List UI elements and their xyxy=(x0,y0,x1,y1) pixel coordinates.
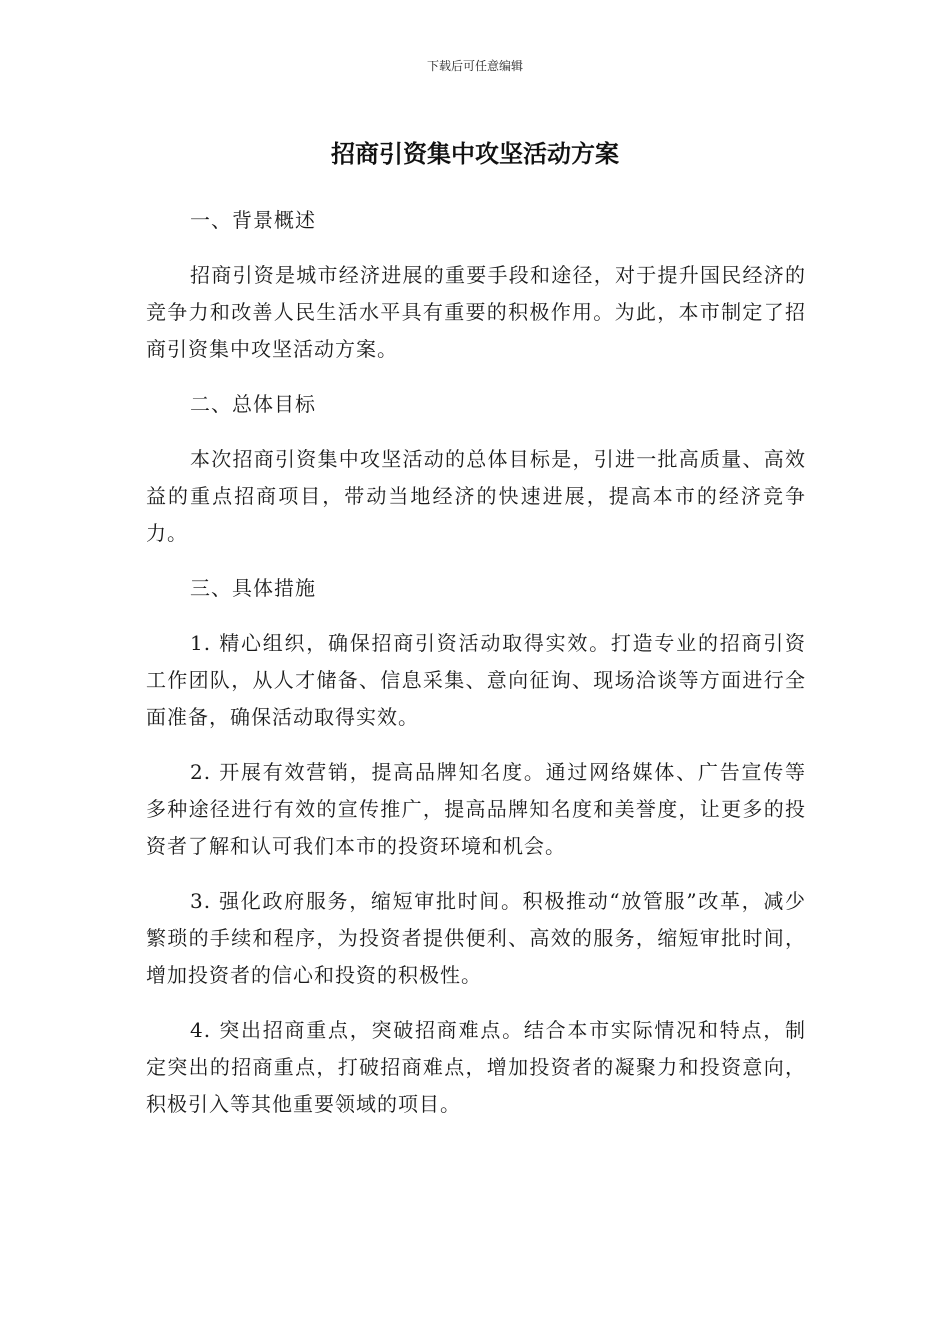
document-body xyxy=(146,202,806,1141)
section-heading-overall-goal: 二、总体目标 xyxy=(190,392,316,416)
header-note: 下载后可任意编辑 xyxy=(426,59,523,73)
paragraph-measure-1: 1. 精心组织，确保招商引资活动取得实效。打造专业的招商引资工作团队，从人才储备、信息采集、意向征询、现场洽谈等方面进行全面准备，确保活动取得实效。 xyxy=(146,631,806,729)
section-heading-specific-measures: 三、具体措施 xyxy=(190,576,316,600)
paragraph-measure-4: 4. 突出招商重点，突破招商难点。结合本市实际情况和特点，制定突出的招商重点，打破招商难点，增加投资者的凝聚力和投资意向，积极引入等其他重要领域的项目。 xyxy=(146,1018,806,1116)
paragraph-background: 招商引资是城市经济进展的重要手段和途径，对于提升国民经济的竞争力和改善人民生活水平具有重要的积极作用。为此，本市制定了招商引资集中攻坚活动方案。 xyxy=(146,263,806,361)
paragraph-measure-3: 3. 强化政府服务，缩短审批时间。积极推动“放管服”改革，减少繁琐的手续和程序，为投资者提供便利、高效的服务，缩短审批时间，增加投资者的信心和投资的积极性。 xyxy=(146,889,806,987)
section-heading-background: 一、背景概述 xyxy=(190,208,316,232)
document-title: 招商引资集中攻坚活动方案 xyxy=(331,140,619,168)
paragraph-measure-2: 2. 开展有效营销，提高品牌知名度。通过网络媒体、广告宣传等多种途径进行有效的宣传推广，提高品牌知名度和美誉度，让更多的投资者了解和认可我们本市的投资环境和机会。 xyxy=(146,760,806,858)
paragraph-overall-goal: 本次招商引资集中攻坚活动的总体目标是，引进一批高质量、高效益的重点招商项目，带动当地经济的快速进展，提高本市的经济竞争力。 xyxy=(146,447,806,545)
